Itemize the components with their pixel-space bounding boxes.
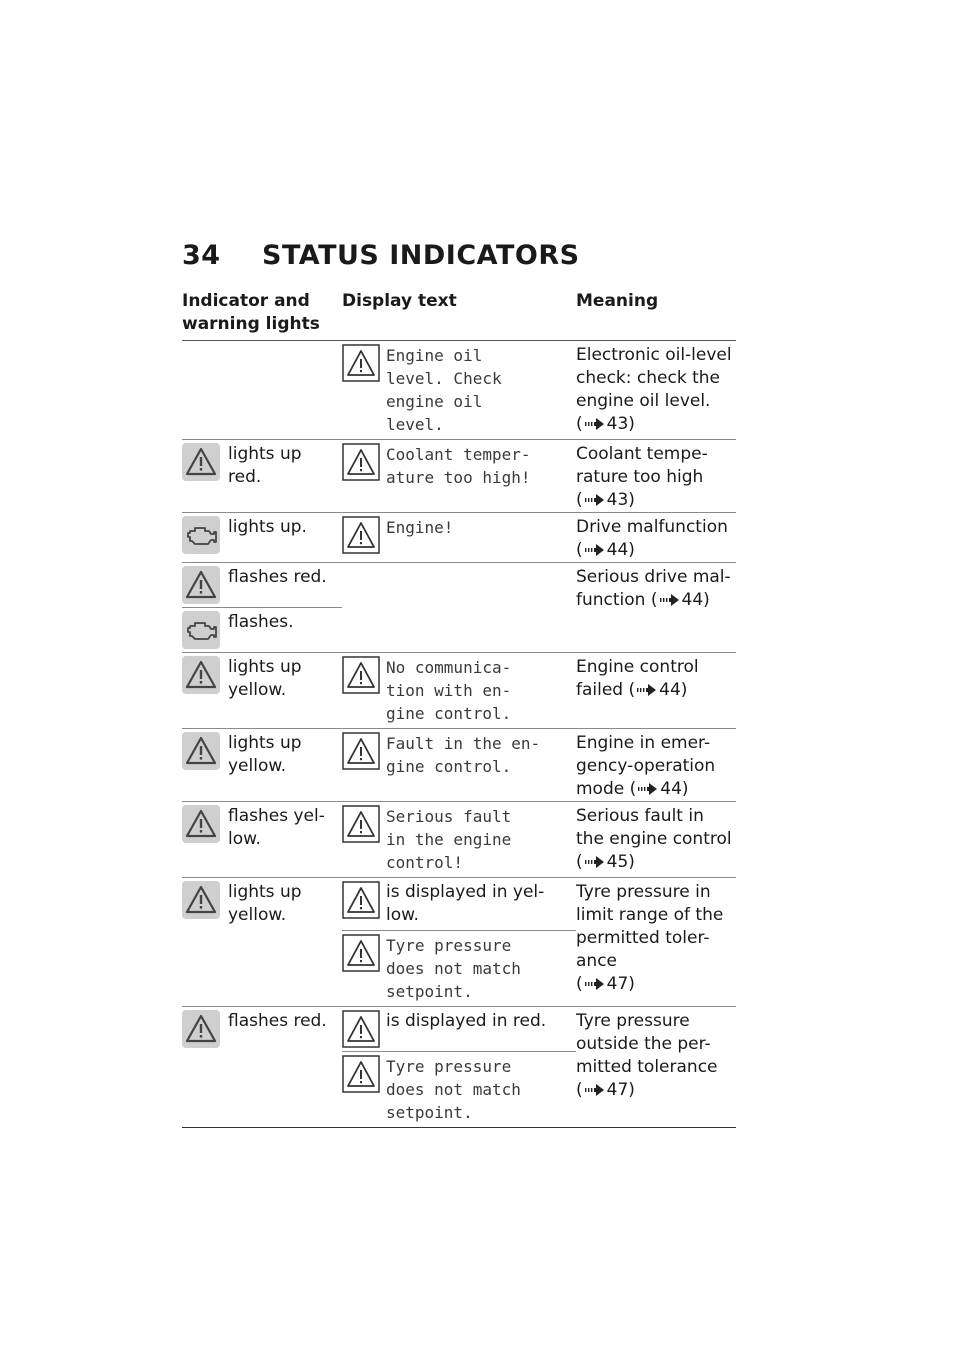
display-text-cell — [342, 878, 576, 1006]
indicator-item — [182, 1007, 342, 1051]
page-reference[interactable]: ( 47) — [576, 974, 635, 994]
table-row — [182, 440, 736, 513]
display-warning-icon — [342, 656, 380, 694]
display-item — [342, 440, 576, 492]
display-warning-icon — [342, 1055, 380, 1093]
page-reference[interactable]: ( 44) — [576, 540, 635, 560]
display-warning-icon — [342, 805, 380, 843]
warning-triangle-icon — [182, 656, 220, 694]
meaning-cell: Engine in emer- gency-operation mode ( 44) — [576, 733, 716, 799]
meaning-cell: Drive malfunction ( 44) — [576, 517, 728, 560]
page-reference[interactable]: ( 44) — [628, 680, 688, 700]
table-row — [182, 1007, 736, 1128]
display-warning-icon — [342, 881, 380, 919]
display-text-cell — [342, 729, 576, 801]
display-text-cell — [342, 653, 576, 728]
display-item — [342, 930, 576, 1006]
display-text-cell — [342, 563, 576, 652]
indicator-text: flashes yel- low. — [228, 806, 325, 849]
display-item — [342, 653, 576, 728]
meaning-cell: Electronic oil-level check: check the engine oil level. ( 43) — [576, 345, 732, 434]
indicator-cell — [182, 653, 342, 728]
page-reference[interactable]: ( 44) — [650, 590, 710, 610]
display-text-cell — [342, 1007, 576, 1127]
meaning-cell: Coolant tempe- rature too high ( 43) — [576, 444, 708, 510]
warning-triangle-icon — [182, 881, 220, 919]
display-warning-icon — [342, 344, 380, 382]
indicator-cell — [182, 802, 342, 877]
indicator-cell — [182, 513, 342, 562]
display-message: No communica- tion with en- gine control. — [386, 658, 512, 723]
page-reference[interactable]: ( 45) — [576, 852, 635, 872]
display-note: is displayed in red. — [386, 1011, 547, 1031]
indicator-item — [182, 653, 342, 705]
display-item — [342, 513, 576, 557]
indicator-cell — [182, 729, 342, 801]
indicator-item — [182, 802, 342, 854]
table-row — [182, 653, 736, 729]
display-item — [342, 802, 576, 877]
indicator-text: lights up red. — [228, 444, 302, 487]
display-warning-icon — [342, 934, 380, 972]
table-row — [182, 341, 736, 440]
page-reference[interactable]: ( 44) — [629, 779, 689, 799]
column-header-display: Display text — [342, 291, 457, 311]
engine-icon — [182, 611, 220, 649]
indicator-item — [182, 563, 342, 607]
display-item — [342, 1007, 576, 1051]
warning-triangle-icon — [182, 1010, 220, 1048]
display-text-cell — [342, 440, 576, 512]
display-message: Engine! — [386, 518, 454, 537]
meaning-cell: Serious fault in the engine control ( 45) — [576, 806, 732, 872]
page-title — [182, 240, 580, 271]
display-warning-icon — [342, 732, 380, 770]
indicator-cell — [182, 1007, 342, 1127]
indicator-cell — [182, 563, 342, 652]
indicator-item — [182, 607, 342, 652]
status-indicator-table — [182, 340, 736, 1128]
column-header-meaning: Meaning — [576, 291, 659, 311]
indicator-text: lights up yellow. — [228, 882, 302, 925]
indicator-cell — [182, 440, 342, 512]
meaning-cell: Tyre pressure outside the per- mitted tolerance ( 47) — [576, 1011, 718, 1100]
indicator-item — [182, 440, 342, 492]
indicator-text: lights up. — [228, 517, 307, 537]
indicator-text: flashes. — [228, 612, 294, 632]
indicator-text: lights up yellow. — [228, 657, 302, 700]
display-text-cell — [342, 513, 576, 562]
display-warning-icon — [342, 516, 380, 554]
display-text-cell — [342, 341, 576, 439]
display-item — [342, 341, 576, 439]
indicator-item — [182, 878, 342, 930]
display-message: Tyre pressure does not match setpoint. — [386, 936, 521, 1001]
column-header-indicator: Indicator and warning lights — [182, 291, 320, 334]
display-message: Serious fault in the engine control! — [386, 807, 512, 872]
page-reference[interactable]: ( 43) — [576, 414, 635, 434]
meaning-cell: Serious drive mal- function ( 44) — [576, 567, 731, 610]
table-row — [182, 802, 736, 878]
display-item — [342, 729, 576, 781]
display-note: is displayed in yel- low. — [386, 882, 545, 925]
section-title: STATUS INDICATORS — [262, 240, 580, 271]
table-row — [182, 513, 736, 563]
display-item — [342, 1051, 576, 1127]
warning-triangle-icon — [182, 566, 220, 604]
table-row — [182, 729, 736, 802]
page-reference[interactable]: ( 47) — [576, 1080, 635, 1100]
page-reference[interactable]: ( 43) — [576, 490, 635, 510]
warning-triangle-icon — [182, 805, 220, 843]
display-warning-icon — [342, 443, 380, 481]
indicator-text: flashes red. — [228, 567, 327, 587]
table-row — [182, 878, 736, 1007]
meaning-cell: Engine control failed ( 44) — [576, 657, 699, 700]
indicator-text: lights up yellow. — [228, 733, 302, 776]
page-number: 34 — [182, 240, 221, 271]
table-row — [182, 563, 736, 653]
indicator-cell — [182, 878, 342, 1006]
display-message: Fault in the en- gine control. — [386, 734, 541, 776]
indicator-text: flashes red. — [228, 1011, 327, 1031]
display-text-cell — [342, 802, 576, 877]
warning-triangle-icon — [182, 732, 220, 770]
display-message: Engine oil level. Check engine oil level. — [386, 346, 502, 434]
warning-triangle-icon — [182, 443, 220, 481]
indicator-item — [182, 513, 342, 557]
display-message: Coolant temper- ature too high! — [386, 445, 531, 487]
display-message: Tyre pressure does not match setpoint. — [386, 1057, 521, 1122]
indicator-cell — [182, 341, 342, 439]
indicator-item — [182, 729, 342, 781]
meaning-cell: Tyre pressure in limit range of the permitted toler- ance ( 47) — [576, 882, 724, 994]
display-item — [342, 878, 576, 930]
engine-icon — [182, 516, 220, 554]
display-warning-icon — [342, 1010, 380, 1048]
